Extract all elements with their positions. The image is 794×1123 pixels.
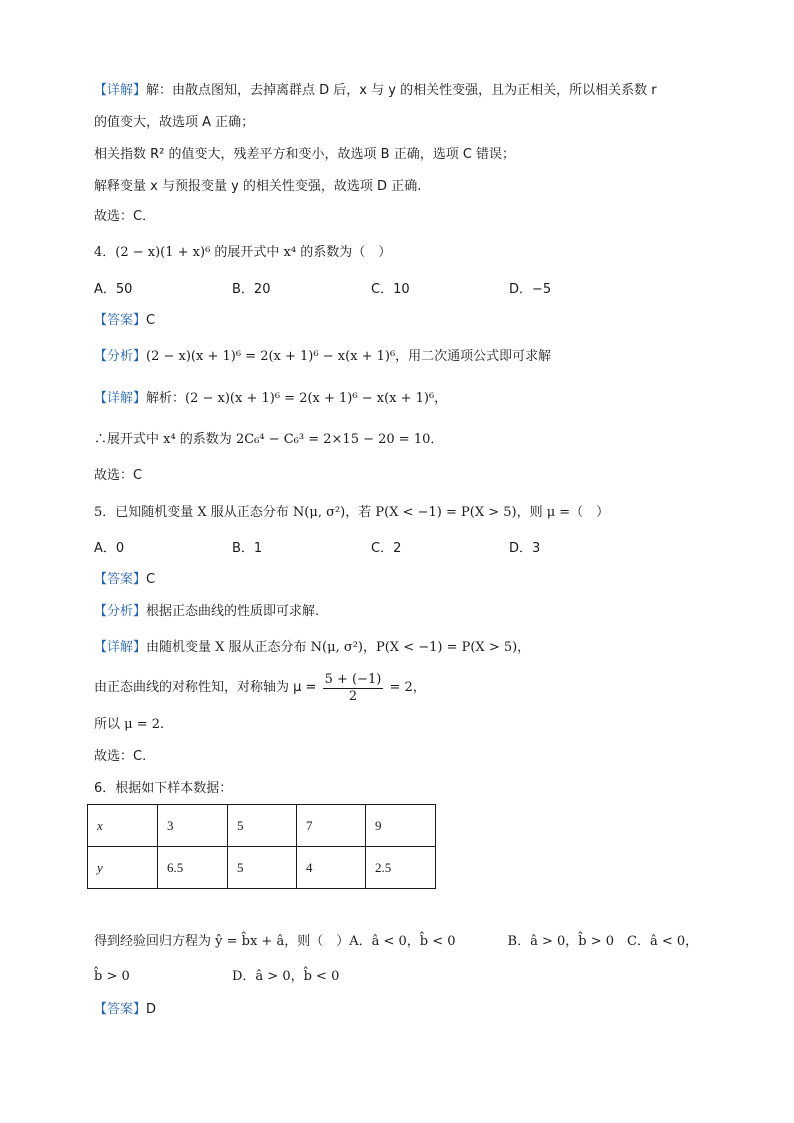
q5-option-d: D．3	[509, 541, 541, 556]
p3-detail-line-1	[94, 82, 657, 100]
q5-detail-text: 由随机变量 X 服从正态分布 N(μ, σ²)，P(X < −1) = P(X > 5)，	[146, 640, 531, 655]
answer-tag: 【答案】	[94, 313, 147, 328]
q6-regression-line-1	[94, 932, 698, 951]
answer-tag: 【答案】	[94, 572, 147, 587]
q4-result-text: ∴展开式中 x⁴ 的系数为 2C₆⁴ − C₆³ = 2×15 − 20 = 10．	[94, 432, 444, 447]
q5-fraction	[323, 672, 384, 705]
q4-option-b: B．20	[232, 282, 271, 297]
table-cell: 6.5	[158, 847, 228, 889]
q4-option-d: D．−5	[509, 282, 552, 297]
q5-option-b: B．1	[232, 541, 263, 556]
q5-fraction-numerator: 5 + (−1)	[324, 671, 382, 687]
answer-tag: 【答案】	[94, 1002, 147, 1017]
q5-answer	[94, 571, 155, 589]
q5-option-a: A．0	[94, 541, 125, 556]
detail-tag: 【详解】	[94, 83, 147, 98]
table-row	[88, 805, 436, 847]
q6-regression-text: 得到经验回归方程为 ŷ = b̂x + â，则（ ）A．â < 0，b̂ < 0 B．â > 0，b̂ > 0 C．â < 0，	[94, 934, 699, 949]
p3-detail-text-2: 的值变大，故选项 A 正确；	[94, 115, 255, 130]
q6-answer	[94, 1001, 156, 1019]
q5-symmetry-suffix: = 2，	[389, 680, 426, 695]
p3-detail-line-4	[94, 178, 421, 196]
p3-detail-line-3	[94, 146, 515, 164]
table-row	[88, 847, 436, 889]
q4-analysis	[94, 348, 551, 366]
p3-detail-text-3: 相关指数 R² 的值变大，残差平方和变小，故选项 B 正确，选项 C 错误；	[94, 147, 516, 162]
q5-fraction-denominator: 2	[348, 688, 358, 704]
q5-choice-text: 故选：C.	[94, 749, 147, 764]
q5-stem	[94, 504, 609, 522]
q4-detail	[94, 390, 447, 408]
p3-detail-line-2	[94, 114, 254, 132]
table-cell: 7	[297, 805, 366, 847]
table-cell: y	[88, 847, 158, 889]
table-cell: 4	[297, 847, 366, 889]
q4-answer	[94, 312, 155, 330]
q4-option-c: C．10	[371, 282, 410, 297]
detail-tag: 【详解】	[94, 391, 147, 406]
q4-choice-text: 故选：C	[94, 468, 143, 483]
sample-data-table	[87, 804, 436, 889]
q5-detail	[94, 639, 530, 657]
q5-option-c: C．2	[371, 541, 402, 556]
q5-conclusion	[94, 716, 164, 734]
q6-answer-value: D	[146, 1002, 157, 1017]
q4-answer-value: C	[146, 313, 156, 328]
q5-symmetry	[94, 670, 426, 707]
q4-result	[94, 431, 443, 449]
p3-detail-text-4: 解释变量 x 与预报变量 y 的相关性变强，故选项 D 正确.	[94, 179, 422, 194]
table-cell: 2.5	[366, 847, 436, 889]
q6-option-d: D．â > 0，b̂ < 0	[232, 969, 340, 984]
table-cell: 5	[228, 847, 297, 889]
q6-option-c-cont: b̂ > 0	[94, 969, 130, 984]
table-cell: 9	[366, 805, 436, 847]
q4-stem	[94, 244, 391, 262]
table-cell: x	[88, 805, 158, 847]
analysis-tag: 【分析】	[94, 604, 147, 619]
q5-conclusion-text: 所以 μ = 2.	[94, 717, 165, 732]
q5-choice	[94, 748, 146, 766]
q5-answer-value: C	[146, 572, 156, 587]
table-cell: 5	[228, 805, 297, 847]
q6-stem-text: 6．根据如下样本数据：	[94, 781, 233, 796]
q4-analysis-text: (2 − x)(x + 1)⁶ = 2(x + 1)⁶ − x(x + 1)⁶，用二次通项公式即可求解	[146, 349, 552, 364]
p3-detail-text-1: 解：由散点图知，去掉离群点 D 后，x 与 y 的相关性变强，且为正相关，所以相关系数 r	[146, 83, 657, 98]
q5-analysis	[94, 603, 319, 621]
q5-symmetry-prefix: 由正态曲线的对称性知，对称轴为 μ =	[94, 680, 317, 695]
q5-analysis-text: 根据正态曲线的性质即可求解.	[146, 604, 320, 619]
analysis-tag: 【分析】	[94, 349, 147, 364]
q4-detail-text: 解析：(2 − x)(x + 1)⁶ = 2(x + 1)⁶ − x(x + 1)⁶，	[146, 391, 448, 406]
q4-choice	[94, 467, 142, 485]
q5-stem-text: 5．已知随机变量 X 服从正态分布 N(μ, σ²)，若 P(X < −1) = P(X > 5)，则 μ =（ ）	[94, 505, 610, 520]
q6-stem	[94, 780, 232, 798]
p3-choice-text: 故选：C．	[94, 209, 156, 224]
q4-stem-text: 4．(2 − x)(1 + x)⁶ 的展开式中 x⁴ 的系数为（ ）	[94, 245, 392, 260]
q4-option-a: A．50	[94, 282, 133, 297]
p3-choice	[94, 208, 155, 226]
detail-tag: 【详解】	[94, 640, 147, 655]
table-cell: 3	[158, 805, 228, 847]
